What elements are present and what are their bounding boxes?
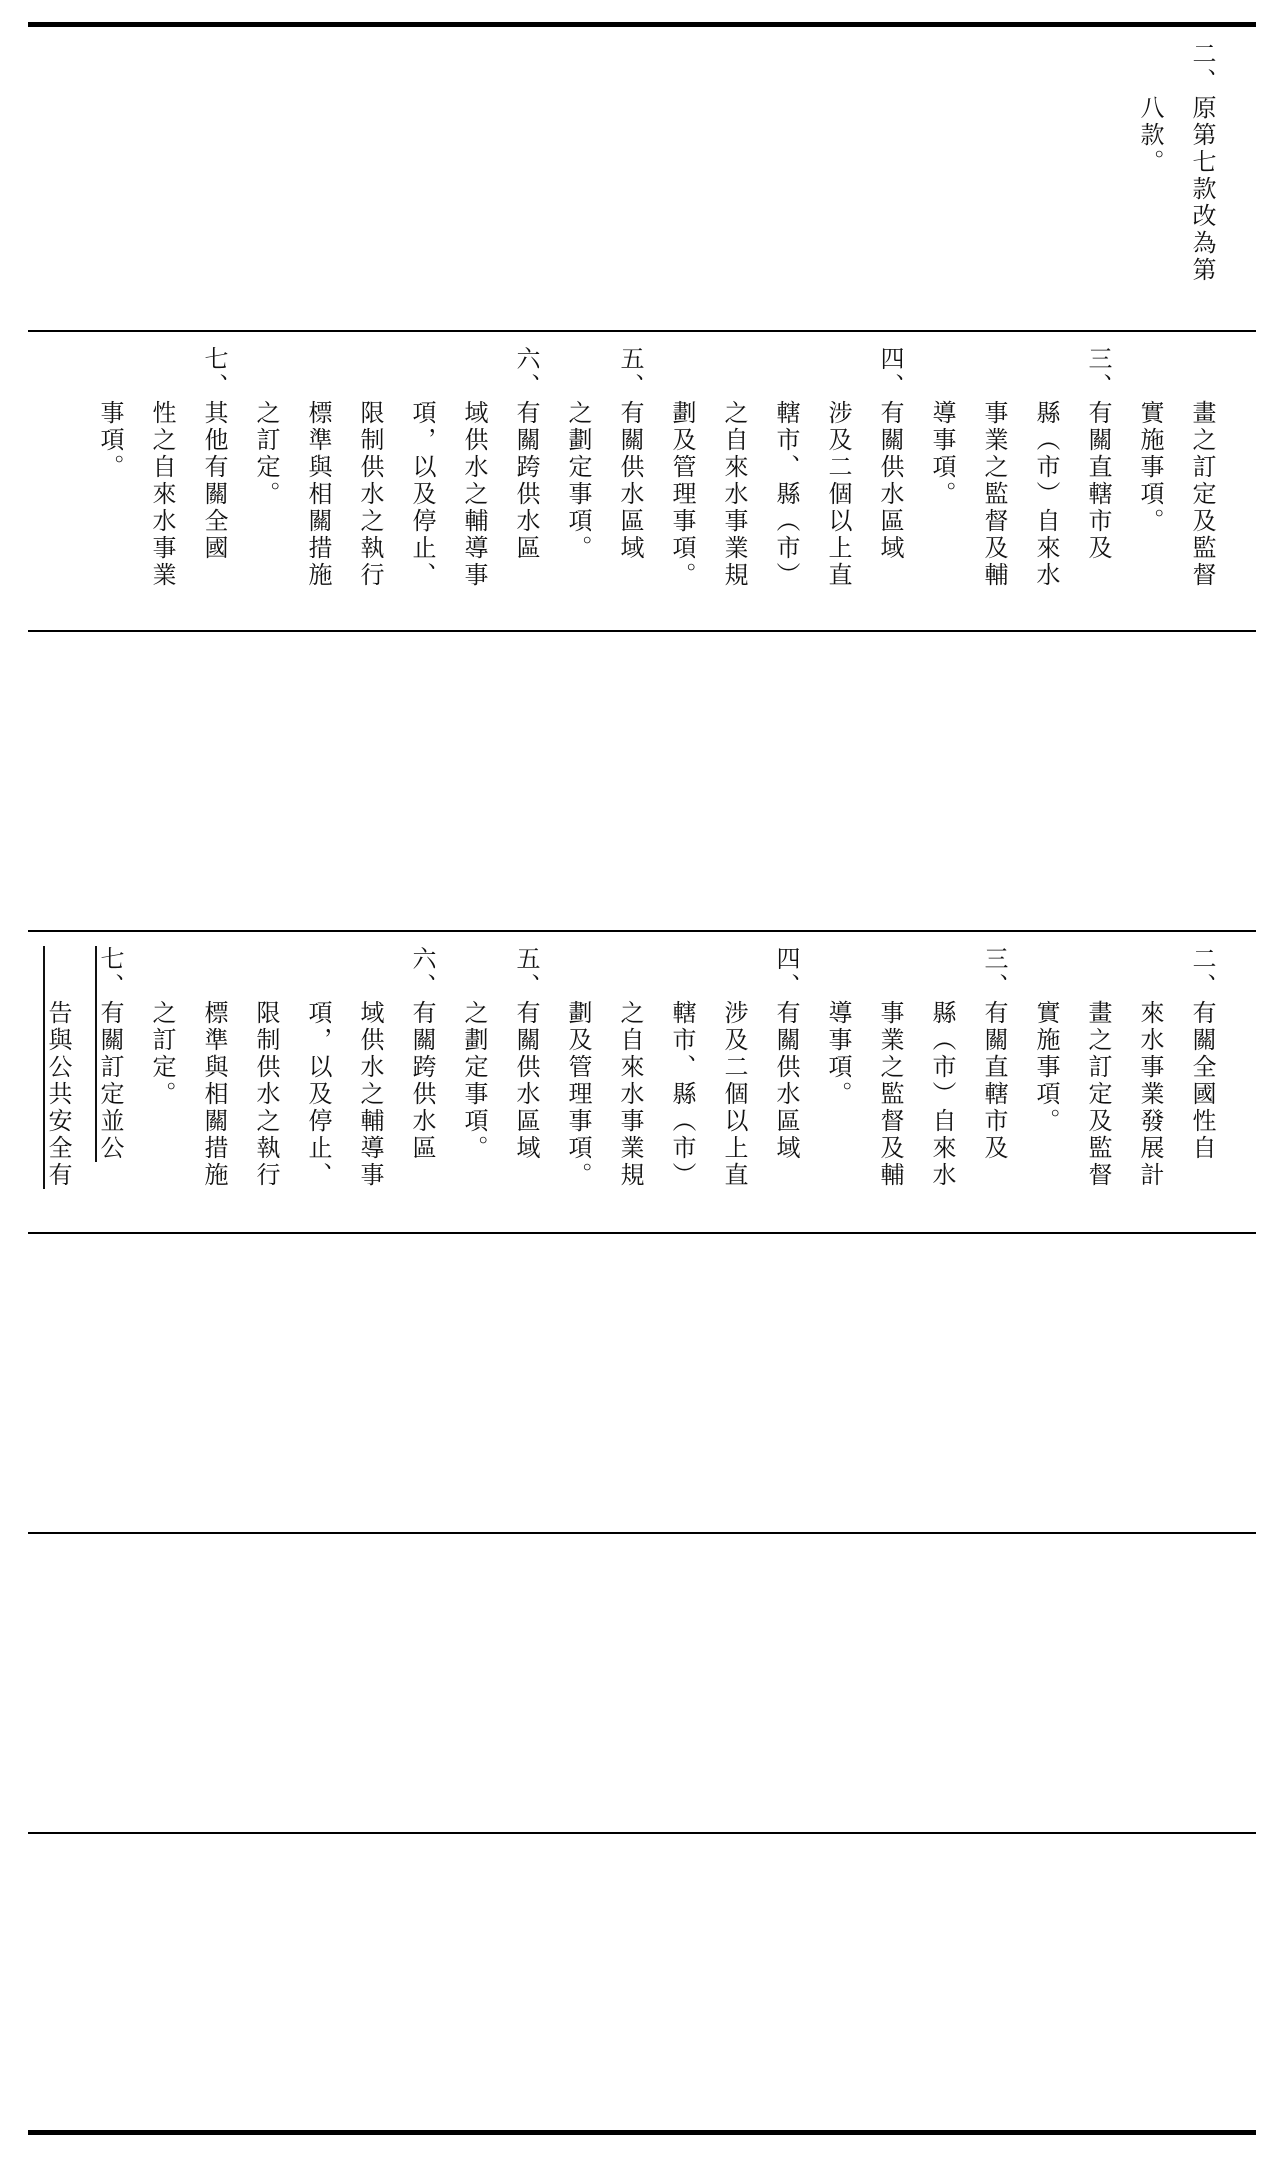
text-line: 實施事項。 <box>1136 346 1164 535</box>
row-2-text <box>56 346 1228 616</box>
text-line: 八款。 <box>1136 41 1164 176</box>
text-line: 之訂定。 <box>252 346 280 508</box>
text-line: 六、有關跨供水區 <box>408 946 436 1162</box>
text-line: 標準與相關措施 <box>304 346 332 589</box>
text-line: 域供水之輔導事 <box>356 946 384 1189</box>
text-line: 事業之監督及輔 <box>980 346 1008 589</box>
text-line: 二、原第七款改為第 <box>1188 41 1216 284</box>
text-line: 劃及管理事項。 <box>668 346 696 589</box>
row-6-text <box>56 1548 1228 1818</box>
text-line: 項，以及停止、 <box>408 346 436 589</box>
text-line: 之自來水事業規 <box>616 946 644 1189</box>
text-line: 域供水之輔導事 <box>460 346 488 589</box>
text-line: 轄市、縣（市） <box>772 346 800 589</box>
text-line: 六、有關跨供水區 <box>512 346 540 562</box>
text-line: 限制供水之執行 <box>356 346 384 589</box>
text-line: 七、有關訂定並公 <box>96 946 124 1162</box>
text-line: 畫之訂定及監督 <box>1084 946 1112 1189</box>
text-line: 性之自來水事業 <box>148 346 176 589</box>
row-3-text <box>56 646 1228 916</box>
text-line: 縣（市）自來水 <box>928 946 956 1189</box>
text-line: 事業之監督及輔 <box>876 946 904 1189</box>
text-line: 告與公共安全有 <box>44 946 72 1189</box>
table-row-2 <box>28 332 1256 630</box>
row-7-text <box>56 1848 1228 2116</box>
text-line: 來水事業發展計 <box>1136 946 1164 1189</box>
text-line: 五、有關供水區域 <box>616 346 644 562</box>
table-row-6 <box>28 1534 1256 1832</box>
text-line: 之自來水事業規 <box>720 346 748 589</box>
table-row-3 <box>28 632 1256 930</box>
row-1-text <box>56 41 1228 316</box>
bottom-rule <box>28 2130 1256 2135</box>
text-line: 事項。 <box>96 346 124 481</box>
text-line: 標準與相關措施 <box>200 946 228 1189</box>
text-line: 五、有關供水區域 <box>512 946 540 1162</box>
text-line: 三、有關直轄市及 <box>980 946 1008 1162</box>
text-line: 涉及二個以上直 <box>720 946 748 1189</box>
text-line: 之劃定事項。 <box>564 346 592 562</box>
text-line: 七、其他有關全國 <box>200 346 228 562</box>
text-line: 項，以及停止、 <box>304 946 332 1189</box>
text-line: 畫之訂定及監督 <box>1188 346 1216 589</box>
text-line: 四、有關供水區域 <box>772 946 800 1162</box>
table-row-1 <box>28 27 1256 330</box>
row-4-text <box>44 946 1228 1218</box>
text-line: 之劃定事項。 <box>460 946 488 1162</box>
text-line: 四、有關供水區域 <box>876 346 904 562</box>
table-row-7 <box>28 1834 1256 2130</box>
text-line: 三、有關直轄市及 <box>1084 346 1112 562</box>
text-line: 限制供水之執行 <box>252 946 280 1189</box>
text-line: 劃及管理事項。 <box>564 946 592 1189</box>
text-line: 導事項。 <box>928 346 956 508</box>
text-line: 實施事項。 <box>1032 946 1060 1135</box>
text-line: 之訂定。 <box>148 946 176 1108</box>
text-line: 涉及二個以上直 <box>824 346 852 589</box>
table-row-5 <box>28 1234 1256 1532</box>
text-line: 縣（市）自來水 <box>1032 346 1060 589</box>
row-5-text <box>56 1248 1228 1518</box>
text-line: 導事項。 <box>824 946 852 1108</box>
table-row-4 <box>28 932 1256 1232</box>
text-line: 二、有關全國性自 <box>1188 946 1216 1162</box>
text-line: 轄市、縣（市） <box>668 946 696 1189</box>
